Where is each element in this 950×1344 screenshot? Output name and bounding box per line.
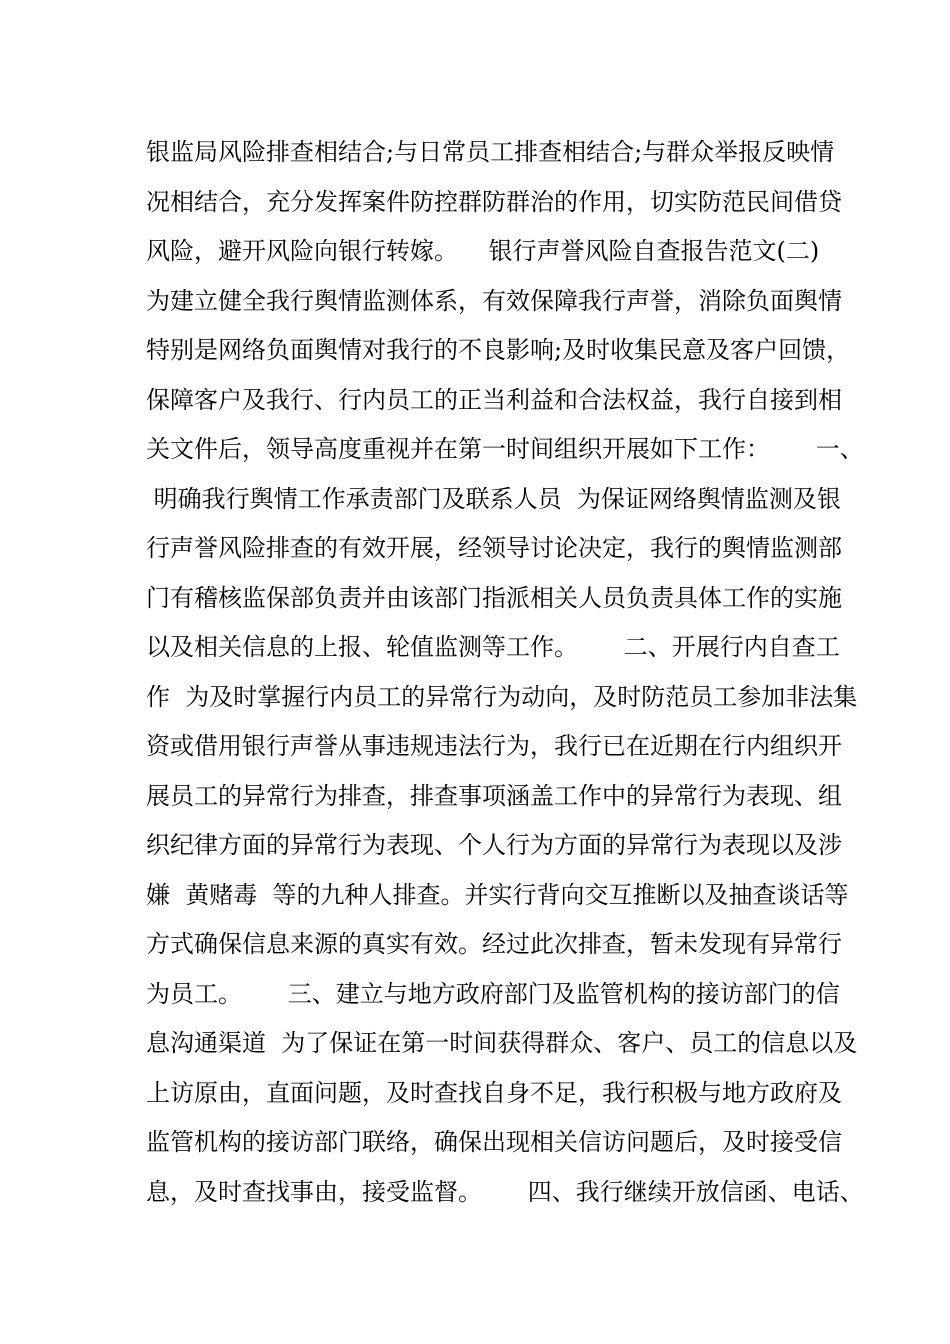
text-line: 况相结合，充分发挥案件防控群防群治的作用，切实防范民间借贷 bbox=[146, 187, 842, 216]
text-line: 关文件后，领导高度重视并在第一时间组织开展如下工作： 一、 bbox=[146, 435, 864, 463]
text-line: 展员工的异常行为排查，排查事项涵盖工作中的异常行为表现、组 bbox=[146, 781, 842, 810]
body-text bbox=[146, 128, 864, 1217]
text-line: 行声誉风险排查的有效开展，经领导讨论决定，我行的舆情监测部 bbox=[146, 534, 842, 562]
text-line: 作 为及时掌握行内员工的异常行为动向，及时防范员工参加非法集 bbox=[146, 682, 858, 711]
text-line: 以及相关信息的上报、轮值监测等工作。 二、开展行内自查工 bbox=[146, 633, 840, 661]
text-line: 为建立健全我行舆情监测体系，有效保障我行声誉，消除负面舆情 bbox=[146, 286, 842, 315]
text-line: 监管机构的接访部门联络，确保出现相关信访问题后，及时接受信 bbox=[146, 1128, 842, 1156]
text-line: 方式确保信息来源的真实有效。经过此次排查，暂未发现有异常行 bbox=[146, 930, 842, 958]
text-line: 为员工。 三、建立与地方政府部门及监管机构的接访部门的信 bbox=[146, 979, 840, 1008]
text-line: 明确我行舆情工作承责部门及联系人员 为保证网络舆情监测及银 bbox=[146, 484, 841, 513]
text-line: 嫌 黄赌毒 等的九种人排查。并实行背向交互推断以及抽查谈话等 bbox=[146, 880, 849, 909]
text-line: 织纪律方面的异常行为表现、个人行为方面的异常行为表现以及涉 bbox=[146, 831, 842, 859]
text-line: 特别是网络负面舆情对我行的不良影响;及时收集民意及客户回馈， bbox=[146, 336, 851, 364]
text-line: 银监局风险排查相结合;与日常员工排查相结合;与群众举报反映情 bbox=[146, 138, 835, 166]
text-line: 风险，避开风险向银行转嫁。 银行声誉风险自查报告范文(二) bbox=[146, 237, 820, 265]
text-line: 息，及时查找事由，接受监督。 四、我行继续开放信函、电话、 bbox=[146, 1177, 864, 1206]
text-line: 资或借用银行声誉从事违规违法行为，我行已在近期在行内组织开 bbox=[146, 732, 842, 760]
text-line: 保障客户及我行、行内员工的正当利益和合法权益，我行自接到相 bbox=[146, 385, 842, 414]
text-line: 息沟通渠道 为了保证在第一时间获得群众、客户、员工的信息以及 bbox=[146, 1029, 858, 1057]
text-line: 门有稽核监保部负责并由该部门指派相关人员负责具体工作的实施 bbox=[146, 583, 842, 612]
text-line: 上访原由，直面问题，及时查找自身不足，我行积极与地方政府及 bbox=[146, 1078, 842, 1107]
